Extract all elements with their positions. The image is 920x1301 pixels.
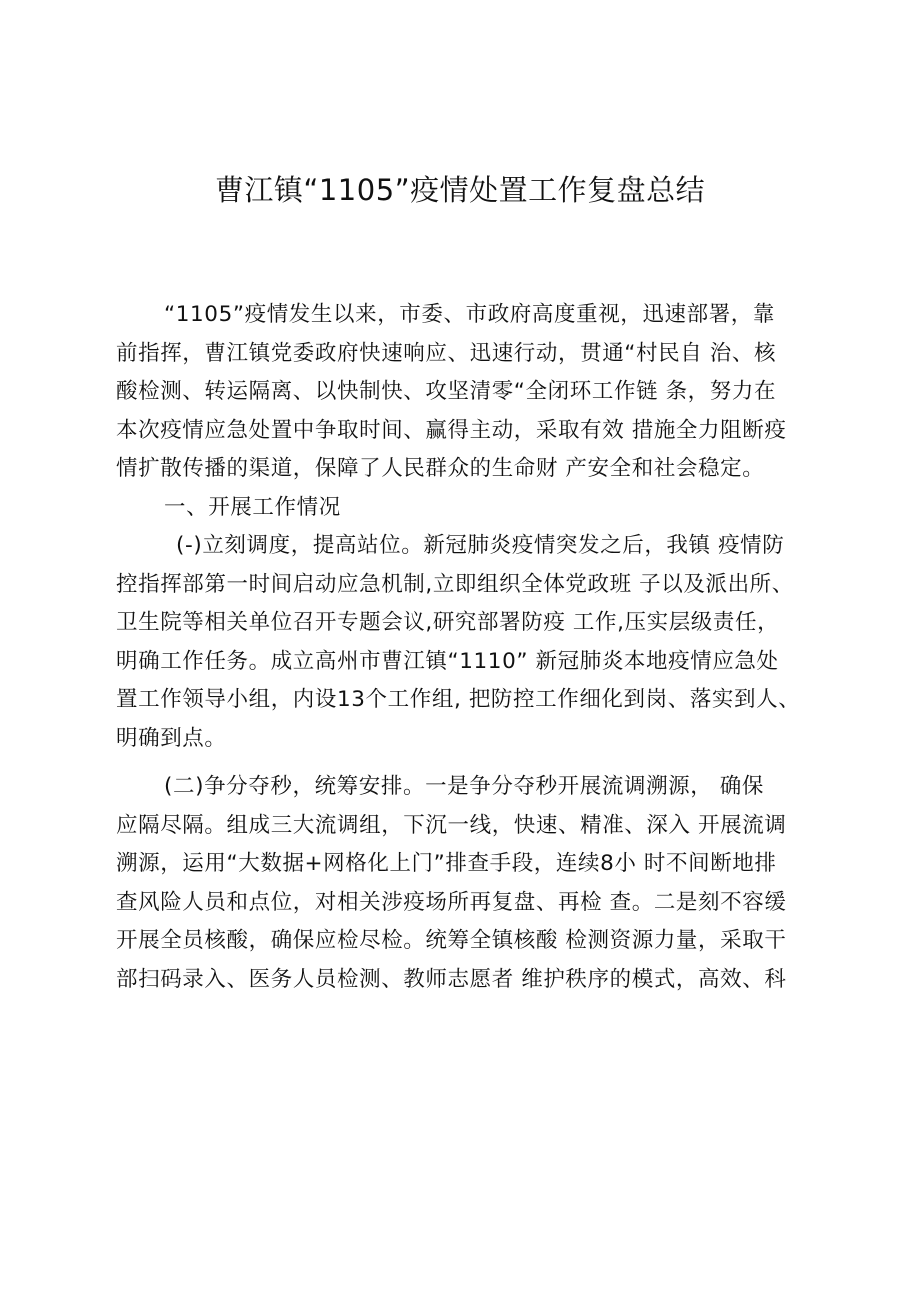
paragraph-line: 明确工作任务。成立高州市曹江镇“1110” 新冠肺炎本地疫情应急处 <box>116 648 779 674</box>
paragraph-line: 开展全员核酸，确保应检尽检。统筹全镇核酸 检测资源力量，采取干 <box>116 928 787 953</box>
paragraph-line: 置工作领导小组，内设13个工作组, 把防控工作细化到岗、落实到人、 <box>116 687 801 712</box>
paragraph-line: 应隔尽隔。组成三大流调组，下沉一线，快速、精准、深入 开展流调 <box>116 812 787 838</box>
section-heading <box>116 489 836 528</box>
paragraph-line: (二)争分夺秒，统筹安排。一是争分夺秒开展流调溯源， 确保 <box>164 774 765 799</box>
document-title: 曹江镇“1105”疫情处置工作复盘总结 <box>214 173 706 207</box>
paragraph-line: 卫生院等相关单位召开专题会议,研究部署防疫 工作,压实层级责任， <box>116 610 780 635</box>
paragraph-section-2 <box>116 768 836 999</box>
paragraph-line: “1105”疫情发生以来，市委、市政府高度重视，迅速部署，靠 <box>164 302 775 327</box>
paragraph-line: 前指挥，曹江镇党委政府快速响应、迅速行动，贯通“村民自 治、核 <box>116 340 777 366</box>
paragraph-line: 本次疫情应急处置中争取时间、赢得主动，采取有效 措施全力阻断疫 <box>116 417 787 443</box>
paragraph-line: (-)立刻调度，提高站位。新冠肺炎疫情突发之后，我镇 疫情防 <box>176 533 785 558</box>
paragraph-line: 情扩散传播的渠道，保障了人民群众的生命财 产安全和社会稳定。 <box>116 456 765 481</box>
section-heading-text: 一、开展工作情况 <box>164 494 341 520</box>
paragraph-line: 明确到点。 <box>116 725 227 751</box>
paragraph-line: 溯源，运用“大数据+网格化上门”排查手段，连续8小 时不间断地排 <box>116 851 777 876</box>
paragraph-intro <box>116 296 836 489</box>
paragraph-gap <box>116 758 836 768</box>
paragraph-line: 酸检测、转运隔离、以快制快、攻坚清零“全闭环工作链 条，努力在 <box>116 379 777 404</box>
document-body <box>116 296 836 999</box>
paragraph-section-1 <box>116 527 836 758</box>
paragraph-line: 控指挥部第一时间启动应急机制,立即组织全体党政班 子以及派出所、 <box>116 571 794 597</box>
paragraph-line: 部扫码录入、医务人员检测、教师志愿者 维护秩序的模式，高效、科 <box>116 966 787 992</box>
paragraph-line: 查风险人员和点位，对相关涉疫场所再复盘、再检 查。二是刻不容缓 <box>116 889 787 915</box>
